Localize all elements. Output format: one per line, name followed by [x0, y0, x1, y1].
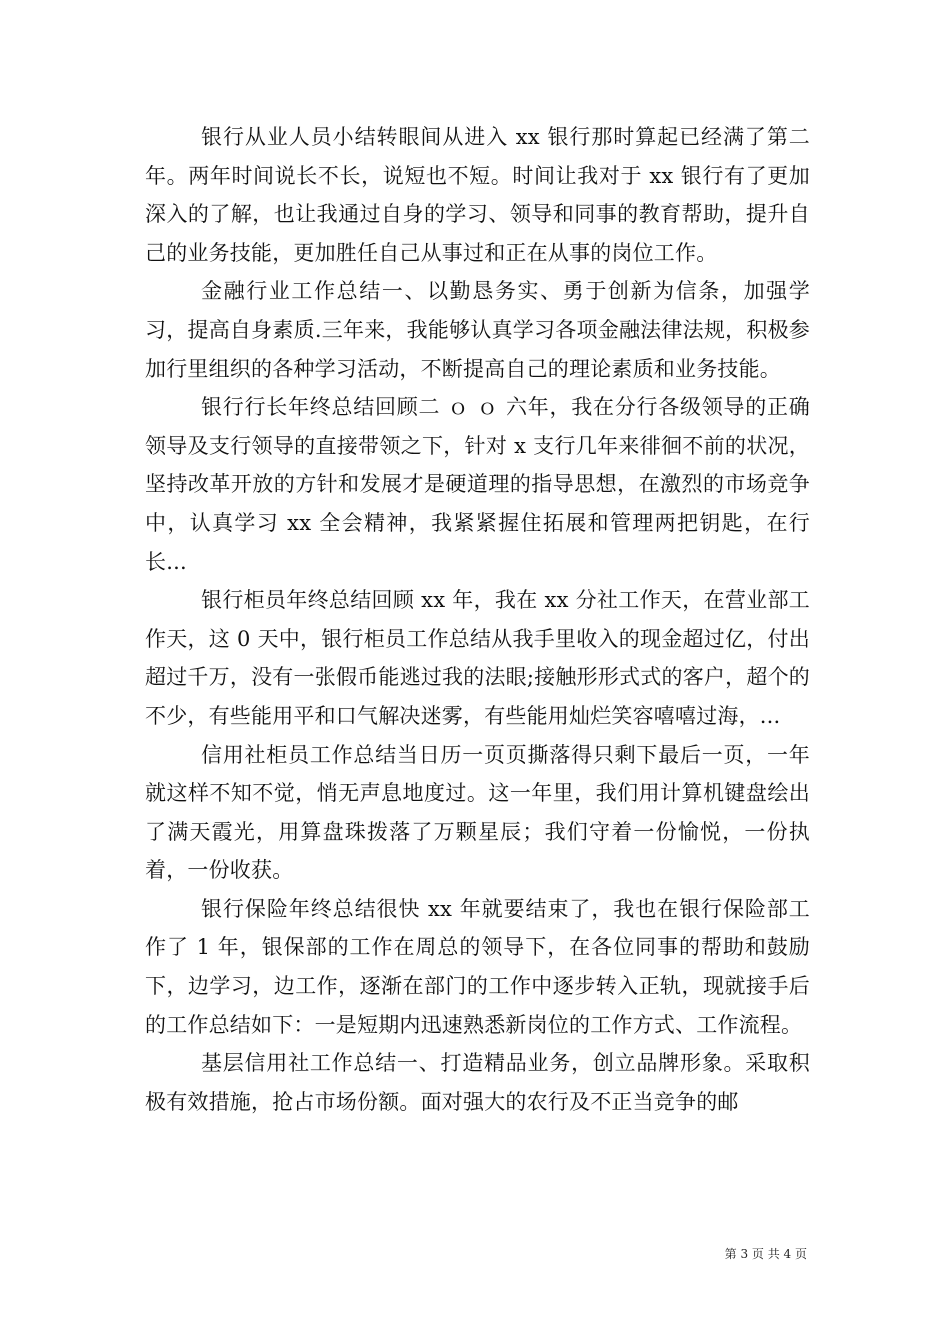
document-body [145, 118, 810, 1121]
page-number: 第 3 页 共 4 页 [724, 1247, 807, 1261]
paragraph-2: 金融行业工作总结一、以勤恳务实、勇于创新为信条，加强学习，提高自身素质.三年来，我能够认真学习各项金融法律法规，积极参加行里组织的各种学习活动，不断提高自己的理论素质和业务技能。 [145, 279, 810, 381]
paragraph-7: 基层信用社工作总结一、打造精品业务，创立品牌形象。采取积极有效措施，抢占市场份额。面对强大的农行及不正当竞争的邮 [145, 1051, 810, 1114]
paragraph-3: 银行行长年终总结回顾二 ｏ ｏ 六年，我在分行各级领导的正确领导及支行领导的直接带领之下，针对 x 支行几年来徘徊不前的状况，坚持改革开放的方针和发展才是硬道理的指导思想，在激烈的市场竞争中，认真学习 xx 全会精神，我紧紧握住拓展和管理两把钥匙，在行长... [145, 395, 810, 574]
paragraph-5: 信用社柜员工作总结当日历一页页撕落得只剩下最后一页，一年就这样不知不觉，悄无声息地度过。这一年里，我们用计算机键盘绘出了满天霞光，用算盘珠拨落了万颗星辰；我们守着一份愉悦，一份执着，一份收获。 [145, 742, 810, 883]
paragraph-6: 银行保险年终总结很快 xx 年就要结束了，我也在银行保险部工作了 1 年，银保部的工作在周总的领导下，在各位同事的帮助和鼓励下，边学习，边工作，逐渐在部门的工作中逐步转入正轨，现就接手后的工作总结如下：一是短期内迅速熟悉新岗位的工作方式、工作流程。 [145, 896, 810, 1037]
paragraph-4: 银行柜员年终总结回顾 xx 年，我在 xx 分社工作天，在营业部工作天，这 0 天中，银行柜员工作总结从我手里收入的现金超过亿，付出超过千万，没有一张假币能逃过我的法眼;接触形形式式的客户，超个的不少，有些能用平和口气解决迷雾，有些能用灿烂笑容嘻嘻过海，... [145, 588, 810, 728]
paragraph-1: 银行从业人员小结转眼间从进入 xx 银行那时算起已经满了第二年。两年时间说长不长，说短也不短。时间让我对于 xx 银行有了更加深入的了解，也让我通过自身的学习、领导和同事的教育帮助，提升自己的业务技能，更加胜任自己从事过和正在从事的岗位工作。 [145, 125, 810, 265]
